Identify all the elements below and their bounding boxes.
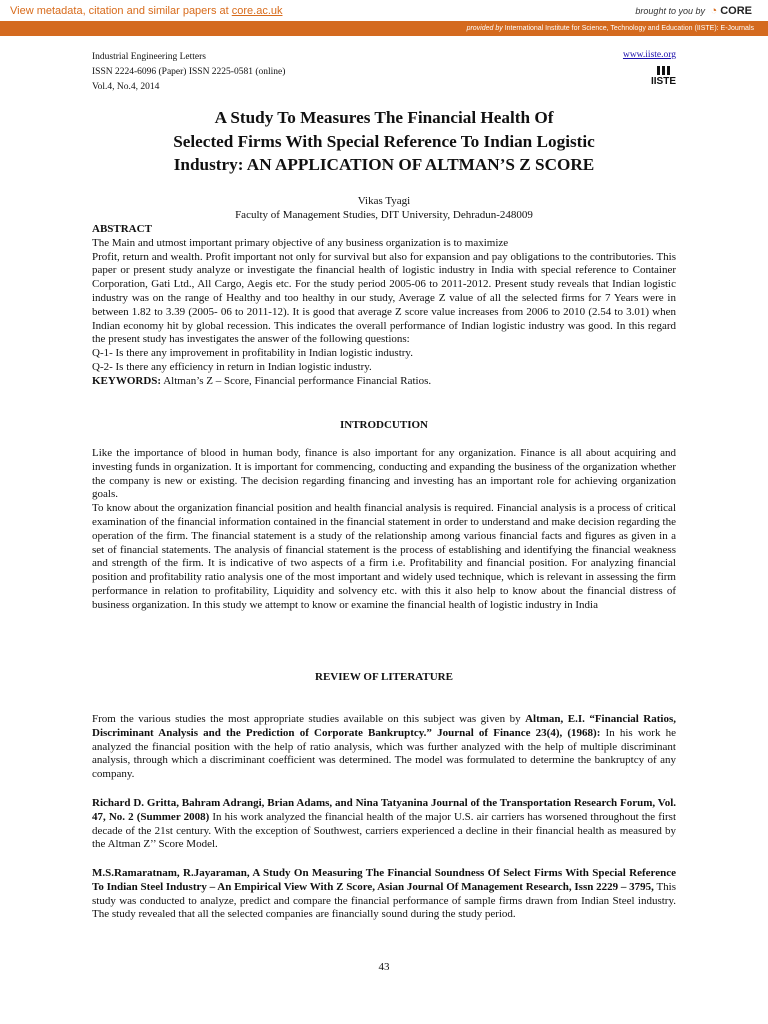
core-header-bar bbox=[0, 0, 768, 22]
core-logo-icon: ◔ bbox=[710, 5, 718, 17]
iiste-logo-text: IISTE bbox=[651, 76, 677, 87]
keywords-text: Altman’s Z – Score, Financial performance Financial Ratios. bbox=[161, 374, 432, 387]
abstract-first-line: The Main and utmost important primary objective of any business organization is to maximize bbox=[92, 236, 509, 249]
introduction-heading: INTRODCUTION bbox=[339, 419, 428, 431]
review-p3-citation: M.S.Ramaratnam, R.Jayaraman, A Study On Measuring The Financial Soundness Of Select Firms With Special Reference To Indian Steel Industry – An Empirical View With Z Score, Asian Journal Of Management Research, Issn 2229 – 3795, bbox=[92, 867, 676, 893]
journal-issn: ISSN 2224-6096 (Paper) ISSN 2225-0581 (online) bbox=[92, 67, 286, 77]
review-heading: REVIEW OF LITERATURE bbox=[315, 671, 453, 683]
provided-label: provided by bbox=[466, 25, 503, 32]
review-p3-text: This study was conducted to analyze, predict and compare the financial performance of sample firms drawn from Indian Steel industry. The study revealed that all the selected companies are financially sound during the study period. bbox=[92, 880, 677, 921]
core-brought-by[interactable] bbox=[635, 5, 752, 17]
core-metadata-label: View metadata, citation and similar papers at bbox=[10, 5, 232, 17]
review-paragraph-1 bbox=[92, 713, 676, 782]
journal-volume: Vol.4, No.4, 2014 bbox=[92, 82, 160, 92]
abstract-heading: ABSTRACT bbox=[92, 223, 152, 235]
journal-info bbox=[92, 50, 285, 95]
core-link[interactable]: core.ac.uk bbox=[231, 5, 283, 17]
keywords bbox=[92, 375, 676, 389]
introduction-section bbox=[92, 447, 676, 613]
core-logo-text: CORE bbox=[720, 5, 752, 17]
provider-name: International Institute for Science, Technology and Education (IISTE): E-Journals bbox=[502, 25, 754, 32]
abstract-section bbox=[92, 223, 676, 389]
author-name: Vikas Tyagi bbox=[357, 195, 411, 207]
title-line-1: A Study To Measures The Financial Health Of bbox=[214, 108, 554, 127]
author-affiliation: Faculty of Management Studies, DIT University, Dehradun-248009 bbox=[235, 209, 533, 221]
core-metadata-text bbox=[10, 5, 283, 17]
page-number: 43 bbox=[378, 961, 390, 973]
iiste-logo bbox=[651, 66, 675, 92]
review-p1-text: In his work he analyzed the financial position with the help of ratio analysis, which was further analyzed with the help of multiple discriminant analysis, through which a discriminant coefficient was determined. The model was formulated to determine the bankruptcy of any company. bbox=[92, 726, 677, 781]
review-p1-citation: Altman, E.I. “Financial Ratios, Discriminant Analysis and the Prediction of Corporate Bankruptcy.” Journal of Finance 23(4), (1968): bbox=[92, 713, 677, 739]
review-p2-citation: Richard D. Gritta, Bahram Adrangi, Brian Adams, and Nina Tatyanina Journal of the Transportation Research Forum, Vol. 47, No. 2 (Summer 2008) bbox=[92, 797, 676, 823]
introduction-paragraph-2: To know about the organization financial position and health financial analysis is required. Financial analysis is a process of critical examination of the financial information contained in the financial statement in order to understand and make decision regarding the operation of the firm. The financial statement is a study of the relationship among various financial facts and figures as given in a set of financial statements. The analysis of financial statement is the process of establishing and identifying the financial weakness and strength of the firm. It is indicative of two aspects of a firm i.e. Profitability and financial position. For analyzing financial position and profitability ratio analysis one of the most important and widely used technique, which is relevant in assessing the firm performance in relation to profitability, Liquidity and solvency etc. with this it also help to know about the financial distress of business organization. In this study we attempt to know or examine the financial health of logistic industry in India bbox=[92, 502, 676, 611]
review-paragraph-3 bbox=[92, 867, 676, 922]
provided-by-bar[interactable] bbox=[0, 21, 768, 36]
core-brought-label: brought to you by bbox=[635, 6, 705, 16]
paper-title bbox=[92, 106, 676, 177]
title-line-3: Industry: AN APPLICATION OF ALTMAN’S Z SCORE bbox=[173, 155, 595, 174]
journal-name: Industrial Engineering Letters bbox=[92, 52, 206, 62]
review-paragraph-2 bbox=[92, 797, 676, 852]
journal-url-link[interactable]: www.iiste.org bbox=[622, 50, 676, 60]
core-logo bbox=[711, 5, 753, 17]
keywords-label: KEYWORDS: bbox=[92, 374, 162, 387]
review-p2-text: In his work analyzed the financial health of the major U.S. air carriers has worsened throughout the first decade of the 21st century. With the exception of Southwest, carriers experienced a decline in their financial health as measured by the Altman Z’’ Score Model. bbox=[92, 810, 676, 851]
iiste-logo-icon bbox=[651, 66, 675, 75]
introduction-paragraph-1: Like the importance of blood in human body, finance is also important for any organization. Finance is all about acquiring and investing funds in organization. It is important for commencing, conducting and expanding the business of the organization whether the company is new or existing. The decision regarding financing and investing has an important role for achieving organization goals. bbox=[92, 447, 676, 501]
abstract-question-2: Q-2- Is there any efficiency in return in Indian logistic industry. bbox=[92, 360, 372, 373]
abstract-body: Profit, return and wealth. Profit important not only for survival but also for expansion and pay obligations to the contributories. This paper or present study analyze or investigate the financial health of logistic industry in India with special reference to Container Corporation, Gati Ltd., All Cargo, Aegis etc. For the study period 2005-06 to 2011-2012. Present study reveals that Indian logistic industry was on the range of Healthy and too healthy in our study, Average Z value of all the selected firms for 7 Years were in between 1.82 to 3.39 (2005- 06 to 2011-12). It is good that average Z score value increases from 2006 to 2010 (2.54 to 3.01) when Indian economy hit by global recession. This indicates the overall performance of Indian logistic industry was good. In this regard the present study has investigates the answer of the following questions: bbox=[92, 250, 676, 346]
review-p1-intro: From the various studies the most appropriate studies available on this subject was given by bbox=[92, 713, 526, 725]
abstract-question-1: Q-1- Is there any improvement in profitability in Indian logistic industry. bbox=[92, 347, 413, 360]
title-line-2: Selected Firms With Special Reference To Indian Logistic bbox=[173, 131, 595, 151]
